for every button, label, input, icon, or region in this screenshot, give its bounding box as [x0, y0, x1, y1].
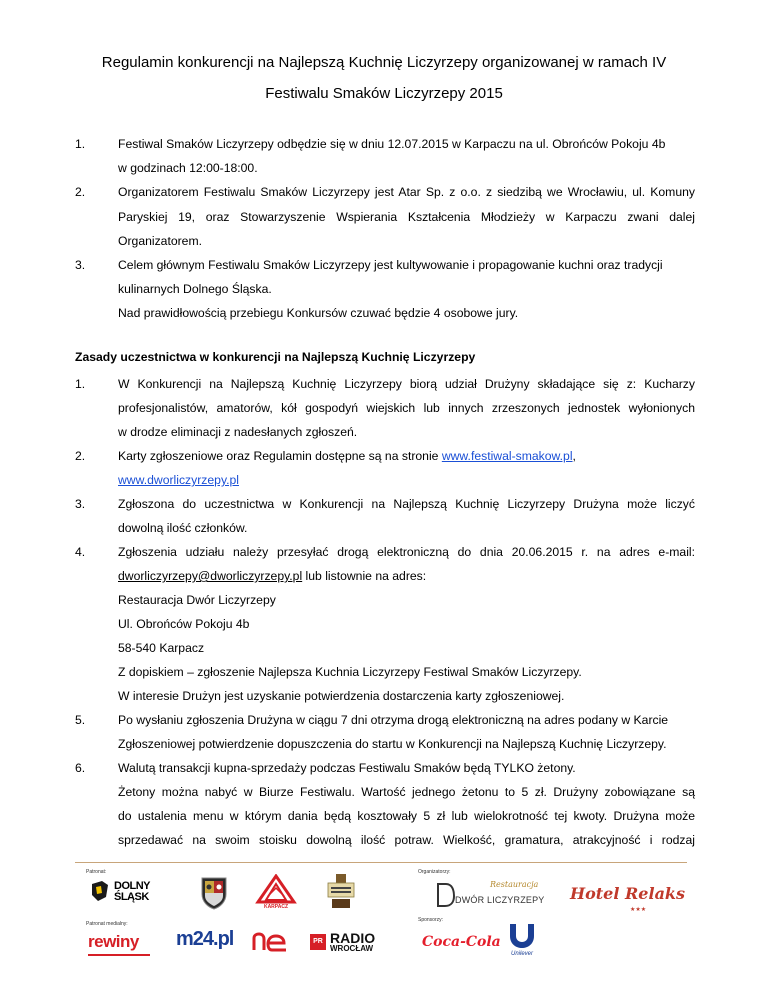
hotel-relaks-text: Hotel Relaks	[570, 884, 686, 903]
item-text: lub listownie na adres:	[302, 569, 427, 583]
association-emblem-logo	[326, 873, 356, 911]
item-text-line: Po wysłaniu zgłoszenia Drużyna w ciągu 7 dni otrzyma drogą elektroniczną na adres podany w Karcie	[118, 713, 669, 727]
item-text-line: Zgłoszona do uczestnictwa w Konkurencji na Najlepszą Kuchnię Liczyrzepy Drużyna może liczyć	[118, 497, 695, 511]
rewiny-text: rewiny	[88, 932, 139, 951]
karpacz-logo	[254, 874, 298, 912]
item-text-line: kulinarnych Dolnego Śląska.	[118, 282, 272, 296]
item-text-line: w drodze eliminacji z nadesłanych zgłoszeń.	[118, 425, 358, 439]
ne-media-logo	[250, 930, 290, 958]
item-text-line: Walutą transakcji kupna-sprzedaży podczas Festiwalu Smaków będą TYLKO żetony.	[118, 761, 576, 775]
radio-text: RADIO	[330, 930, 376, 946]
item-text-line	[118, 569, 695, 583]
item-text-line: Nad prawidłowością przebiegu Konkursów czuwać będzie 4 osobowe jury.	[118, 306, 519, 320]
comma: ,	[572, 449, 576, 463]
organizatorzy-label: Organizatorzy:	[418, 869, 451, 875]
address-line: Z dopiskiem – zgłoszenie Najlepsza Kuchnia Liczyrzepy Festiwal Smaków Liczyrzepy.	[118, 665, 582, 679]
item-text-line: Organizatorem.	[118, 234, 202, 248]
item-number: 2.	[75, 185, 86, 199]
footer-divider	[75, 862, 687, 863]
item-text-line: Celem głównym Festiwalu Smaków Liczyrzepy jest kultywowanie i propagowanie kuchni oraz tradycji	[118, 258, 663, 272]
dworliczyrzepy-link[interactable]: www.dworliczyrzepy.pl	[118, 473, 239, 487]
dolny-text: DOLNY	[114, 880, 150, 892]
wroclaw-text: WROCŁAW	[330, 944, 374, 953]
document-title-line1: Regulamin konkurencji na Najlepszą Kuchnię Liczyrzepy organizowanej w ramach IV	[101, 54, 667, 71]
item-number: 1.	[75, 377, 86, 391]
coca-cola-text: Coca-Cola	[422, 934, 501, 950]
slask-text: ŚLĄSK	[114, 891, 149, 903]
item-text-line: w godzinach 12:00-18:00.	[118, 161, 258, 175]
m24-text: m24.pl	[176, 928, 234, 950]
hotel-stars-icon: ★★★	[630, 907, 647, 913]
festiwal-smakow-link[interactable]: www.festiwal-smakow.pl	[441, 449, 573, 463]
address-line: W interesie Drużyn jest uzyskanie potwierdzenia dostarczenia karty zgłoszeniowej.	[118, 689, 565, 703]
item-text-line: Organizatorem Festiwalu Smaków Liczyrzepy jest Atar Sp. z o.o. z siedzibą we Wrocławiu, ul. Komuny	[118, 185, 695, 199]
dolny-slask-logo	[88, 877, 156, 911]
document-title-line2: Festiwalu Smaków Liczyrzepy 2015	[265, 85, 503, 102]
patronat-label: Patronat:	[86, 869, 107, 875]
dwor-script-text: Restauracja	[490, 880, 539, 889]
item-text-line: profesjonalistów, amatorów, kół gospodyń wiejskich lub innych zrzeszonych jednostek wyłonionych	[118, 401, 695, 415]
item-text-line: do ustalenia menu w którym dania będą kosztowały 5 zł lub wielokrotność tej kwoty. Drużyna może	[118, 809, 695, 823]
sponsorzy-label: Sponsorzy:	[418, 917, 444, 923]
unilever-logo	[500, 922, 544, 962]
item-text-line: W Konkurencji na Najlepszą Kuchnię Liczyrzepy biorą udział Drużyny składające się z: Kucharzy	[118, 377, 695, 391]
item-text-line: sprzedawać na swoim stoisku dowolną ilość potraw. Wielkość, gramatura, atrakcyjność i rodzaj	[118, 833, 695, 847]
item-number: 2.	[75, 449, 86, 463]
item-text-line: Paryskiej 19, oraz Stowarzyszenie Wspierania Kształcenia Młodzieży w Karpaczu zwani dalej	[118, 210, 695, 224]
item-number: 1.	[75, 137, 86, 151]
item-text-line: Festiwal Smaków Liczyrzepy odbędzie się w dniu 12.07.2015 w Karpaczu na ul. Obrońców Pokoju 4b	[118, 137, 666, 151]
item-number: 4.	[75, 545, 86, 559]
coca-cola-logo	[422, 930, 501, 960]
m24-logo	[176, 928, 236, 956]
karpacz-text: KARPACZ	[263, 904, 289, 910]
patronat-medialny-label: Patronat medialny:	[86, 921, 128, 927]
item-text-line: Żetony można nabyć w Biurze Festiwalu. Wartość jednego żetonu to 5 zł. Drużyny zobowiązane są	[118, 785, 695, 799]
item-text: Karty zgłoszeniowe oraz Regulamin dostępne są na stronie	[118, 449, 442, 463]
unilever-text: Unilever	[510, 951, 533, 957]
coat-of-arms-logo	[200, 876, 228, 910]
item-text-line: dowolną ilość członków.	[118, 521, 248, 535]
dwor-liczyrzepy-logo	[435, 880, 550, 912]
hotel-relaks-logo	[570, 882, 685, 912]
polskie-radio-icon: PR	[310, 934, 326, 950]
item-number: 5.	[75, 713, 86, 727]
email-address[interactable]: dworliczyrzepy@dworliczyrzepy.pl	[118, 569, 303, 583]
item-number: 6.	[75, 761, 86, 775]
radio-wroclaw-logo	[310, 932, 400, 956]
item-number: 3.	[75, 497, 86, 511]
address-line: 58-540 Karpacz	[118, 641, 205, 655]
rewiny-logo	[88, 932, 152, 960]
dwor-text: DWÓR LICZYRZEPY	[455, 895, 545, 905]
item-text-line: Zgłoszeniowej potwierdzenie dopuszczenia do startu w Konkurencji na Najlepszą Kuchnię Liczyrzepy.	[118, 737, 667, 751]
rewiny-underline	[88, 954, 150, 956]
address-line: Ul. Obrońców Pokoju 4b	[118, 617, 250, 631]
address-line: Restauracja Dwór Liczyrzepy	[118, 593, 276, 607]
item-text-line: Zgłoszenia udziału należy przesyłać drogą elektroniczną do dnia 20.06.2015 r. na adres e-mail:	[118, 545, 695, 559]
item-text-line	[118, 473, 695, 487]
item-text-line	[118, 449, 695, 463]
section-heading: Zasady uczestnictwa w konkurencji na Najlepszą Kuchnię Liczyrzepy	[75, 350, 476, 364]
item-number: 3.	[75, 258, 86, 272]
